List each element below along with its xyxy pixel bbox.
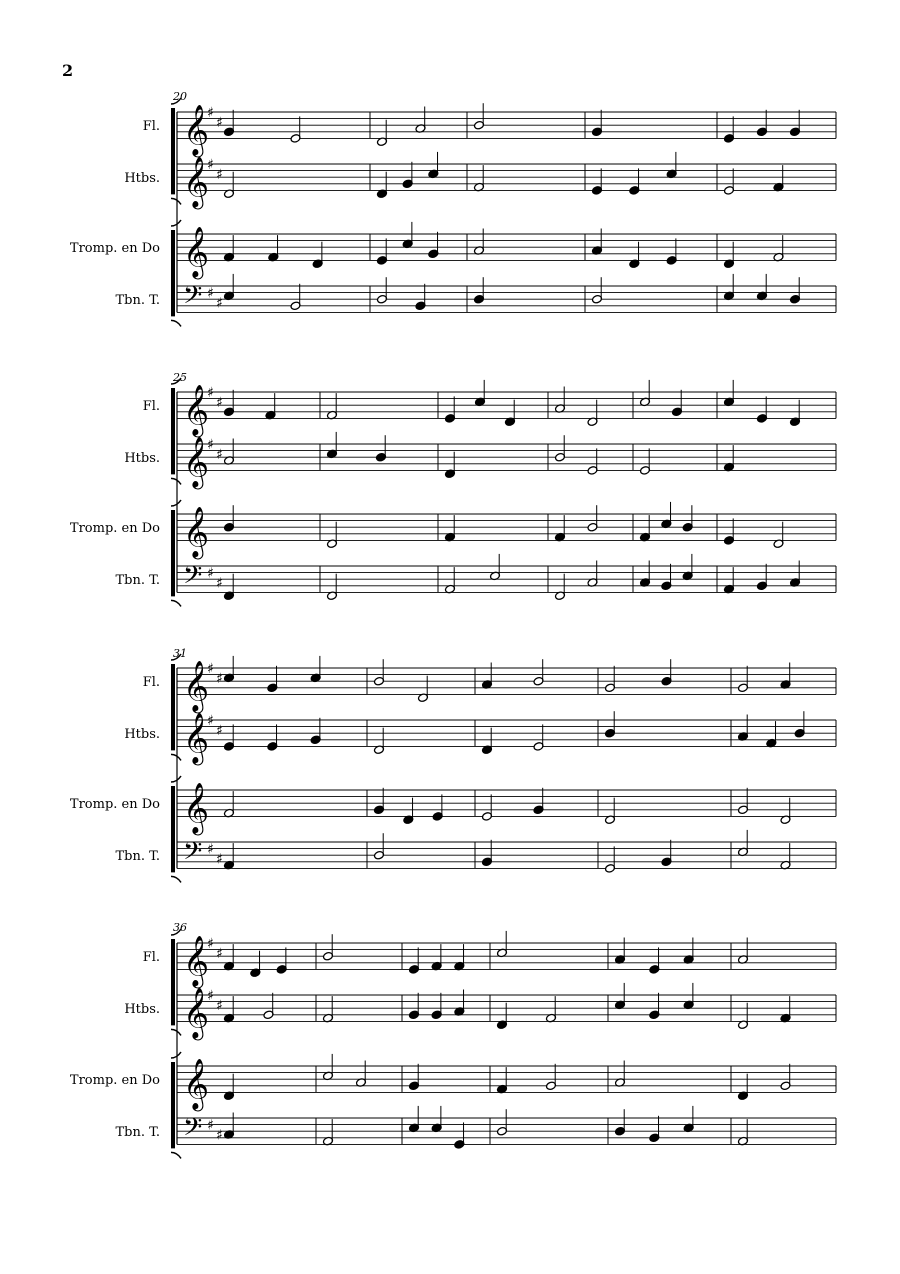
note — [672, 390, 683, 417]
note — [724, 380, 735, 407]
note — [224, 172, 235, 199]
measure-number-system-3: 31 — [173, 647, 187, 660]
note — [766, 721, 777, 748]
note — [445, 567, 456, 594]
note — [773, 522, 784, 549]
note — [415, 107, 426, 134]
sharp-icon: ♯ — [207, 385, 214, 401]
instrument-label-tromp: Tromp. en Do — [69, 797, 160, 813]
note — [224, 574, 235, 601]
page-number: 2 — [62, 61, 74, 80]
note — [327, 574, 338, 601]
note — [310, 656, 321, 683]
note — [780, 663, 791, 690]
note — [724, 242, 735, 269]
note — [276, 947, 287, 974]
note — [482, 840, 493, 867]
note — [454, 944, 465, 971]
sharp-icon: ♯ — [216, 945, 223, 962]
sharp-icon: ♯ — [207, 285, 214, 302]
note — [505, 400, 516, 427]
note — [587, 505, 598, 532]
note — [790, 110, 801, 137]
note — [640, 561, 651, 588]
note — [224, 439, 235, 466]
sharp-icon: ♯ — [216, 670, 223, 687]
note — [773, 235, 784, 262]
note — [265, 393, 276, 420]
instrument-label-fl: Fl. — [142, 119, 160, 135]
instrument-label-htbs: Htbs. — [124, 727, 160, 743]
note — [682, 505, 693, 532]
note — [445, 515, 456, 542]
note — [649, 1116, 660, 1143]
note — [431, 1106, 442, 1133]
note — [403, 798, 414, 825]
note — [224, 1113, 235, 1140]
note — [409, 1106, 420, 1133]
instrument-label-tbn: Tbn. T. — [115, 293, 160, 309]
note — [432, 794, 443, 821]
note — [605, 711, 616, 738]
note — [428, 152, 439, 179]
note — [757, 110, 768, 137]
note — [790, 400, 801, 427]
sharp-icon: ♯ — [216, 394, 223, 411]
note — [738, 830, 749, 857]
note — [592, 110, 603, 137]
treble-clef-icon: 𝄞 — [183, 1058, 210, 1110]
note — [546, 1064, 557, 1091]
note — [374, 788, 385, 815]
note — [780, 843, 791, 870]
note — [615, 1061, 626, 1088]
note — [327, 522, 338, 549]
bass-clef-icon: 𝄢 — [183, 1112, 203, 1148]
note — [724, 567, 735, 594]
note — [374, 833, 385, 860]
note — [666, 238, 677, 265]
note — [224, 843, 235, 870]
note — [555, 515, 566, 542]
note — [418, 676, 429, 703]
bass-clef-icon: 𝄢 — [183, 560, 203, 596]
note — [790, 277, 801, 304]
note — [794, 711, 805, 738]
note — [661, 840, 672, 867]
treble-clef-icon: 𝄞 — [183, 782, 210, 834]
treble-clef-icon: 𝄞 — [183, 436, 210, 488]
note — [640, 515, 651, 542]
note — [555, 435, 566, 462]
note — [428, 232, 439, 259]
note — [738, 938, 749, 965]
note — [738, 788, 749, 815]
note — [224, 996, 235, 1023]
note — [415, 284, 426, 311]
note — [482, 728, 493, 755]
note — [374, 728, 385, 755]
treble-clef-icon: 𝄞 — [183, 660, 210, 712]
note — [592, 277, 603, 304]
note — [267, 666, 278, 693]
sharp-icon: ♯ — [207, 661, 214, 677]
note — [224, 1074, 235, 1101]
bass-clef-icon: 𝄢 — [183, 280, 203, 316]
note — [224, 110, 235, 137]
note — [475, 380, 486, 407]
note — [605, 666, 616, 693]
sharp-icon: ♯ — [207, 1117, 214, 1134]
note — [323, 1119, 334, 1146]
note — [592, 229, 603, 256]
note — [402, 162, 413, 189]
note — [224, 791, 235, 818]
note — [376, 435, 387, 462]
note — [290, 116, 301, 143]
note — [224, 390, 235, 417]
treble-clef-icon: 𝄞 — [183, 384, 210, 436]
note — [474, 229, 485, 256]
sharp-icon: ♯ — [207, 437, 214, 453]
treble-clef-icon: 𝄞 — [183, 156, 210, 208]
note — [555, 574, 566, 601]
sharp-icon: ♯ — [216, 114, 223, 131]
instrument-label-tromp: Tromp. en Do — [69, 241, 160, 257]
measure-number-system-2: 25 — [173, 371, 187, 384]
note — [605, 846, 616, 873]
note — [250, 951, 261, 978]
note — [757, 274, 768, 301]
note — [661, 659, 672, 686]
note — [533, 724, 544, 751]
note — [615, 938, 626, 965]
note — [377, 277, 388, 304]
note — [224, 724, 235, 751]
sharp-icon: ♯ — [216, 295, 223, 312]
instrument-label-fl: Fl. — [142, 950, 160, 966]
note — [533, 788, 544, 815]
note — [724, 116, 735, 143]
note — [224, 274, 235, 301]
note — [454, 1122, 465, 1149]
note — [490, 554, 501, 581]
note — [224, 944, 235, 971]
note — [267, 724, 278, 751]
treble-clef-icon: 𝄞 — [183, 104, 210, 156]
note — [224, 505, 235, 532]
note — [615, 983, 626, 1010]
sharp-icon: ♯ — [207, 841, 214, 858]
system-4 — [171, 929, 836, 1158]
note — [780, 798, 791, 825]
sharp-icon: ♯ — [216, 575, 223, 592]
note — [587, 448, 598, 475]
note — [592, 168, 603, 195]
note — [587, 400, 598, 427]
sharp-icon: ♯ — [207, 936, 214, 952]
note — [445, 396, 456, 423]
note — [402, 222, 413, 249]
note — [682, 554, 693, 581]
note — [474, 103, 485, 130]
note — [377, 238, 388, 265]
note — [377, 120, 388, 147]
treble-clef-icon: 𝄞 — [183, 712, 210, 764]
note — [724, 445, 735, 472]
note — [780, 996, 791, 1023]
instrument-label-htbs: Htbs. — [124, 451, 160, 467]
instrument-label-tromp: Tromp. en Do — [69, 521, 160, 537]
instrument-label-tromp: Tromp. en Do — [69, 1073, 160, 1089]
note — [649, 993, 660, 1020]
sharp-icon: ♯ — [216, 446, 223, 463]
note — [290, 284, 301, 311]
note — [482, 663, 493, 690]
note — [757, 564, 768, 591]
measure-number-system-4: 36 — [173, 921, 187, 934]
note — [683, 983, 694, 1010]
note — [323, 996, 334, 1023]
sharp-icon: ♯ — [216, 722, 223, 739]
measure-number-system-1: 20 — [173, 90, 187, 103]
sharp-icon: ♯ — [207, 713, 214, 729]
note — [409, 947, 420, 974]
note — [454, 990, 465, 1017]
note — [263, 993, 274, 1020]
note — [323, 934, 334, 961]
note — [555, 387, 566, 414]
note — [409, 993, 420, 1020]
instrument-label-htbs: Htbs. — [124, 1002, 160, 1018]
note — [482, 794, 493, 821]
note — [629, 242, 640, 269]
note — [327, 432, 338, 459]
note — [790, 561, 801, 588]
note — [327, 393, 338, 420]
instrument-label-fl: Fl. — [142, 675, 160, 691]
note — [497, 931, 508, 958]
note — [546, 996, 557, 1023]
note — [738, 1003, 749, 1030]
note — [268, 235, 279, 262]
note — [312, 242, 323, 269]
note — [629, 168, 640, 195]
note — [224, 656, 235, 683]
note — [724, 168, 735, 195]
treble-clef-icon: 𝄞 — [183, 935, 210, 987]
note — [533, 659, 544, 686]
treble-clef-icon: 𝄞 — [183, 506, 210, 558]
note — [224, 235, 235, 262]
treble-clef-icon: 𝄞 — [183, 226, 210, 278]
note — [683, 938, 694, 965]
note — [738, 1119, 749, 1146]
system-1 — [171, 98, 836, 326]
note — [649, 947, 660, 974]
instrument-label-tbn: Tbn. T. — [115, 1125, 160, 1141]
note — [640, 448, 651, 475]
note — [773, 165, 784, 192]
instrument-label-tbn: Tbn. T. — [115, 849, 160, 865]
note — [497, 1109, 508, 1136]
note — [640, 380, 651, 407]
note — [409, 1064, 420, 1091]
note — [497, 1003, 508, 1030]
note — [615, 1109, 626, 1136]
note — [666, 152, 677, 179]
note — [661, 502, 672, 529]
note — [431, 993, 442, 1020]
note — [310, 718, 321, 745]
sharp-icon: ♯ — [216, 166, 223, 183]
note — [445, 452, 456, 479]
note — [474, 165, 485, 192]
note — [683, 1106, 694, 1133]
note — [661, 564, 672, 591]
note — [757, 396, 768, 423]
note — [780, 1064, 791, 1091]
note — [377, 172, 388, 199]
note — [738, 666, 749, 693]
note — [497, 1067, 508, 1094]
sharp-icon: ♯ — [207, 105, 214, 121]
note — [431, 944, 442, 971]
note — [587, 561, 598, 588]
note — [323, 1054, 334, 1081]
note — [724, 274, 735, 301]
sharp-icon: ♯ — [216, 1127, 223, 1144]
note — [474, 277, 485, 304]
bass-clef-icon: 𝄢 — [183, 836, 203, 872]
note — [605, 798, 616, 825]
sharp-icon: ♯ — [207, 565, 214, 582]
sharp-icon: ♯ — [207, 988, 214, 1004]
instrument-label-htbs: Htbs. — [124, 171, 160, 187]
note — [738, 715, 749, 742]
sharp-icon: ♯ — [216, 997, 223, 1014]
instrument-label-fl: Fl. — [142, 399, 160, 415]
sharp-icon: ♯ — [207, 157, 214, 173]
note — [374, 659, 385, 686]
sharp-icon: ♯ — [216, 851, 223, 868]
note — [356, 1061, 367, 1088]
note — [724, 518, 735, 545]
note — [738, 1074, 749, 1101]
instrument-labels — [70, 119, 160, 1140]
instrument-label-tbn: Tbn. T. — [115, 573, 160, 589]
treble-clef-icon: 𝄞 — [183, 987, 210, 1039]
